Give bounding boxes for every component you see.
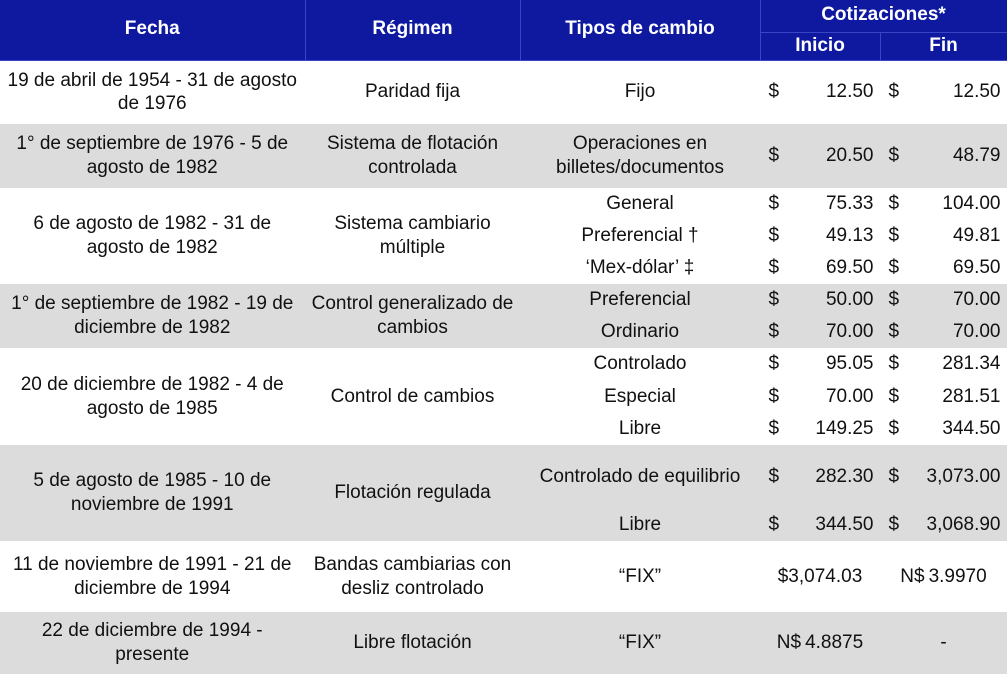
header-tipos-de-cambio: Tipos de cambio bbox=[520, 0, 760, 60]
fin-value: 104.00 bbox=[942, 193, 1001, 215]
cell-fecha: 1° de septiembre de 1976 - 5 de agosto de 1982 bbox=[0, 124, 305, 188]
cell-fin bbox=[880, 124, 1007, 188]
inicio-value: 20.50 bbox=[825, 145, 874, 167]
cell-tipo-de-cambio: “FIX” bbox=[520, 541, 760, 612]
fin-currency: $ bbox=[888, 465, 900, 487]
header-inicio: Inicio bbox=[760, 32, 880, 60]
inicio-quote bbox=[761, 465, 880, 489]
cell-fecha: 20 de diciembre de 1982 - 4 de agosto de 1985 bbox=[0, 348, 305, 445]
inicio-value: 282.30 bbox=[815, 465, 874, 487]
table-row bbox=[0, 188, 1007, 220]
cell-regimen: Bandas cambiarias con desliz controlado bbox=[305, 541, 520, 612]
header-regimen: Régimen bbox=[305, 0, 520, 60]
inicio-value: 344.50 bbox=[815, 513, 874, 535]
table-row bbox=[0, 60, 1007, 124]
inicio-value: 12.50 bbox=[825, 81, 874, 103]
inicio-quote bbox=[761, 288, 880, 312]
inicio-currency: $ bbox=[768, 145, 780, 167]
inicio-quote bbox=[761, 352, 880, 376]
fin-quote bbox=[881, 513, 1007, 537]
inicio-currency: $ bbox=[768, 257, 780, 279]
cell-inicio bbox=[760, 380, 880, 413]
fin-quote bbox=[881, 192, 1007, 216]
inicio-quote bbox=[761, 144, 880, 168]
cell-regimen: Control de cambios bbox=[305, 348, 520, 445]
cell-regimen: Paridad fija bbox=[305, 60, 520, 124]
inicio-quote bbox=[761, 256, 880, 280]
inicio-currency: N$ bbox=[776, 632, 802, 654]
fin-quote bbox=[881, 288, 1007, 312]
cell-tipo-de-cambio: Libre bbox=[520, 413, 760, 445]
inicio-quote bbox=[761, 385, 880, 409]
inicio-currency: $ bbox=[768, 225, 780, 247]
cell-tipo-de-cambio: General bbox=[520, 188, 760, 220]
fin-currency: $ bbox=[888, 225, 900, 247]
cell-inicio bbox=[760, 220, 880, 252]
inicio-value: 70.00 bbox=[825, 321, 874, 343]
cell-fin bbox=[880, 188, 1007, 220]
inicio-quote bbox=[761, 224, 880, 248]
fin-currency: $ bbox=[888, 418, 900, 440]
fin-value: 48.79 bbox=[952, 145, 1001, 167]
cell-fecha: 1° de septiembre de 1982 - 19 de diciembre de 1982 bbox=[0, 284, 305, 348]
cell-regimen: Flotación regulada bbox=[305, 445, 520, 541]
cell-fin bbox=[880, 220, 1007, 252]
fin-value: 3.9970 bbox=[928, 565, 987, 587]
cell-inicio bbox=[760, 124, 880, 188]
fin-currency: $ bbox=[888, 81, 900, 103]
fin-value: 70.00 bbox=[952, 289, 1001, 311]
cell-fecha: 6 de agosto de 1982 - 31 de agosto de 1982 bbox=[0, 188, 305, 284]
table-body bbox=[0, 60, 1007, 674]
inicio-currency: $ bbox=[768, 289, 780, 311]
inicio-value: 50.00 bbox=[825, 289, 874, 311]
fin-value: 49.81 bbox=[952, 225, 1001, 247]
inicio-currency: $ bbox=[768, 418, 780, 440]
table-row bbox=[0, 284, 1007, 316]
inicio-currency: $ bbox=[768, 465, 780, 487]
cell-regimen: Control generalizado de cambios bbox=[305, 284, 520, 348]
cell-inicio bbox=[760, 348, 880, 380]
fin-currency: $ bbox=[888, 257, 900, 279]
inicio-value: 95.05 bbox=[825, 353, 874, 375]
cell-fecha: 22 de diciembre de 1994 - presente bbox=[0, 612, 305, 674]
cell-inicio bbox=[760, 508, 880, 541]
fin-value: 281.34 bbox=[942, 353, 1001, 375]
cell-inicio bbox=[760, 188, 880, 220]
fin-quote bbox=[881, 465, 1007, 489]
fin-value: 69.50 bbox=[952, 257, 1001, 279]
cell-fecha: 19 de abril de 1954 - 31 de agosto de 1976 bbox=[0, 60, 305, 124]
cell-tipo-de-cambio: Controlado bbox=[520, 348, 760, 380]
fin-quote bbox=[881, 144, 1007, 168]
cell-fin bbox=[880, 60, 1007, 124]
inicio-currency: $ bbox=[768, 385, 780, 407]
inicio-quote bbox=[761, 631, 880, 655]
cell-tipo-de-cambio: Libre bbox=[520, 508, 760, 541]
table-row bbox=[0, 541, 1007, 612]
fin-currency: $ bbox=[888, 145, 900, 167]
cell-inicio bbox=[760, 541, 880, 612]
inicio-quote bbox=[761, 513, 880, 537]
fin-quote bbox=[881, 385, 1007, 409]
cell-fin bbox=[880, 445, 1007, 508]
table-row bbox=[0, 445, 1007, 508]
cell-tipo-de-cambio: Fijo bbox=[520, 60, 760, 124]
cell-inicio bbox=[760, 252, 880, 284]
fin-value: - bbox=[940, 632, 947, 654]
fin-currency: $ bbox=[888, 289, 900, 311]
fin-currency: $ bbox=[888, 321, 900, 343]
inicio-value: 69.50 bbox=[825, 257, 874, 279]
cell-tipo-de-cambio: Operaciones en billetes/documentos bbox=[520, 124, 760, 188]
cell-regimen: Libre flotación bbox=[305, 612, 520, 674]
cell-fin bbox=[880, 284, 1007, 316]
cell-fin bbox=[880, 508, 1007, 541]
cell-fin bbox=[880, 380, 1007, 413]
inicio-quote bbox=[761, 417, 880, 441]
cell-tipo-de-cambio: ‘Mex-dólar’ ‡ bbox=[520, 252, 760, 284]
cell-tipo-de-cambio: Ordinario bbox=[520, 316, 760, 348]
fin-currency: N$ bbox=[900, 565, 925, 587]
inicio-value: 149.25 bbox=[815, 418, 874, 440]
inicio-value: 75.33 bbox=[825, 193, 874, 215]
cell-inicio bbox=[760, 284, 880, 316]
inicio-value: 70.00 bbox=[825, 385, 874, 407]
inicio-value: 4.8875 bbox=[805, 632, 864, 654]
inicio-currency: $ bbox=[768, 193, 780, 215]
cell-tipo-de-cambio: Preferencial † bbox=[520, 220, 760, 252]
inicio-quote bbox=[761, 192, 880, 216]
cell-fin bbox=[880, 348, 1007, 380]
fin-value: 3,073.00 bbox=[926, 465, 1001, 487]
fin-quote bbox=[881, 256, 1007, 280]
cell-inicio bbox=[760, 612, 880, 674]
cell-fecha: 11 de noviembre de 1991 - 21 de diciembre de 1994 bbox=[0, 541, 305, 612]
fin-value: 12.50 bbox=[952, 81, 1001, 103]
fin-quote bbox=[881, 352, 1007, 376]
cell-fin bbox=[880, 612, 1007, 674]
inicio-quote bbox=[761, 320, 880, 344]
inicio-currency: $ bbox=[768, 321, 780, 343]
fin-currency: $ bbox=[888, 385, 900, 407]
cell-regimen: Sistema cambiario múltiple bbox=[305, 188, 520, 284]
fin-quote bbox=[881, 320, 1007, 344]
cell-tipo-de-cambio: “FIX” bbox=[520, 612, 760, 674]
fin-value: 70.00 bbox=[952, 321, 1001, 343]
inicio-currency: $ bbox=[768, 513, 780, 535]
cell-tipo-de-cambio: Especial bbox=[520, 380, 760, 413]
fin-quote bbox=[881, 565, 1007, 589]
cell-inicio bbox=[760, 60, 880, 124]
inicio-value: 49.13 bbox=[825, 225, 874, 247]
fin-value: 281.51 bbox=[942, 385, 1001, 407]
table-row bbox=[0, 612, 1007, 674]
inicio-currency: $ bbox=[768, 81, 780, 103]
cell-fin bbox=[880, 541, 1007, 612]
fin-currency: $ bbox=[888, 513, 900, 535]
fin-currency: $ bbox=[888, 193, 900, 215]
inicio-currency: $ bbox=[777, 565, 789, 587]
table-row bbox=[0, 124, 1007, 188]
table-row bbox=[0, 348, 1007, 380]
header-fecha: Fecha bbox=[0, 0, 305, 60]
inicio-quote bbox=[761, 80, 880, 104]
inicio-currency: $ bbox=[768, 353, 780, 375]
fin-quote bbox=[881, 417, 1007, 441]
inicio-quote bbox=[761, 565, 880, 589]
cell-fin bbox=[880, 413, 1007, 445]
fin-value: 344.50 bbox=[942, 418, 1001, 440]
header-fin: Fin bbox=[880, 32, 1007, 60]
cell-fecha: 5 de agosto de 1985 - 10 de noviembre de 1991 bbox=[0, 445, 305, 541]
cell-fin bbox=[880, 252, 1007, 284]
cell-fin bbox=[880, 316, 1007, 348]
fin-value: 3,068.90 bbox=[926, 513, 1001, 535]
cell-regimen: Sistema de flotación controlada bbox=[305, 124, 520, 188]
cell-tipo-de-cambio: Controlado de equilibrio bbox=[520, 445, 760, 508]
fin-quote bbox=[881, 224, 1007, 248]
inicio-value: 3,074.03 bbox=[788, 565, 863, 587]
header-cotizaciones: Cotizaciones* bbox=[760, 0, 1007, 32]
fin-quote bbox=[881, 80, 1007, 104]
cell-tipo-de-cambio: Preferencial bbox=[520, 284, 760, 316]
fin-currency: $ bbox=[888, 353, 900, 375]
cell-inicio bbox=[760, 413, 880, 445]
cell-inicio bbox=[760, 316, 880, 348]
cell-inicio bbox=[760, 445, 880, 508]
